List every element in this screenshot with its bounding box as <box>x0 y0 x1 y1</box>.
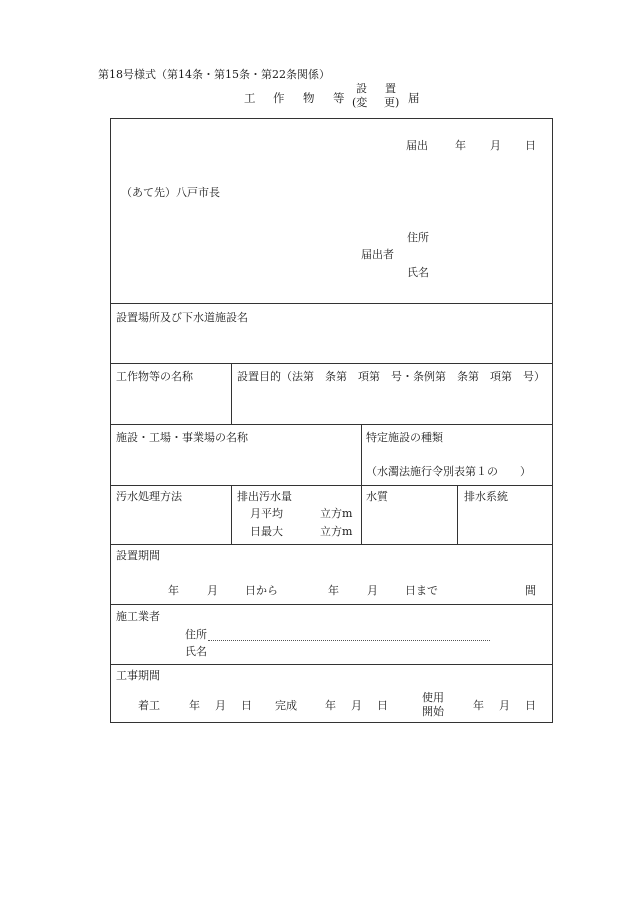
title-top-char: 置 <box>385 82 396 95</box>
col-divider <box>361 485 362 544</box>
row-divider <box>111 303 552 304</box>
contractor-name-label[interactable]: 氏名 <box>185 645 207 658</box>
title-top-char: 設 <box>356 82 367 95</box>
form-number: 第18号様式（第14条・第15条・第22条関係） <box>98 68 330 81</box>
water-quality-label[interactable]: 水質 <box>366 490 388 503</box>
daily-maximum-label: 日最大 <box>250 525 283 538</box>
structure-name-label[interactable]: 工作物等の名称 <box>116 370 193 383</box>
applicant-address-label[interactable]: 住所 <box>407 231 429 244</box>
monthly-average-unit[interactable]: 立方m <box>320 507 353 520</box>
row-divider <box>111 424 552 425</box>
use-start-label-1: 使用 <box>422 691 444 704</box>
start-day[interactable]: 日 <box>241 699 252 712</box>
monthly-average-label: 月平均 <box>250 507 283 520</box>
addressee: （あて先）八戸市長 <box>121 186 220 199</box>
title-bottom-char: 更) <box>384 96 400 109</box>
submission-label: 届出 <box>406 139 428 152</box>
facility-type-label[interactable]: 特定施設の種類 <box>366 431 443 444</box>
period-to-day[interactable]: 日まで <box>405 584 438 597</box>
applicant-name-label[interactable]: 氏名 <box>407 266 429 279</box>
period-to-year[interactable]: 年 <box>328 584 339 597</box>
col-divider <box>457 485 458 544</box>
discharge-volume-label: 排出汚水量 <box>237 490 292 503</box>
row-divider <box>111 664 552 665</box>
facility-name-label[interactable]: 施設・工場・事業場の名称 <box>116 431 248 444</box>
row-divider <box>111 544 552 545</box>
submission-month-field[interactable]: 月 <box>490 139 501 152</box>
facility-type-note: （水濁法施行令別表第１の ） <box>366 465 531 478</box>
period-to-month[interactable]: 月 <box>367 584 378 597</box>
row-divider <box>111 363 552 364</box>
col-divider <box>231 485 232 544</box>
period-from-day[interactable]: 日から <box>245 584 278 597</box>
submission-day-field[interactable]: 日 <box>525 139 536 152</box>
start-month[interactable]: 月 <box>215 699 226 712</box>
treatment-method-label[interactable]: 汚水処理方法 <box>116 490 182 503</box>
use-start-label-2: 開始 <box>422 705 444 718</box>
construction-label: 工事期間 <box>116 669 160 682</box>
col-divider <box>231 363 232 424</box>
submission-year-field[interactable]: 年 <box>455 139 466 152</box>
contractor-label: 施工業者 <box>116 610 160 623</box>
purpose-label[interactable]: 設置目的（法第 条第 項第 号・条例第 条第 項第 号） <box>237 370 545 383</box>
use-start-year[interactable]: 年 <box>473 699 484 712</box>
title-char: 物 <box>303 91 315 105</box>
use-start-month[interactable]: 月 <box>499 699 510 712</box>
title-char: 等 <box>333 91 345 105</box>
title-end-char: 届 <box>408 91 420 105</box>
drainage-system-label[interactable]: 排水系統 <box>464 490 508 503</box>
row-divider <box>111 485 552 486</box>
title-bottom-char: (変 <box>352 96 368 109</box>
contractor-address-field[interactable] <box>208 640 490 641</box>
daily-maximum-unit[interactable]: 立方m <box>320 525 353 538</box>
completion-month[interactable]: 月 <box>351 699 362 712</box>
completion-day[interactable]: 日 <box>377 699 388 712</box>
contractor-address-label: 住所 <box>185 628 207 641</box>
construction-start-label: 着工 <box>138 699 160 712</box>
use-start-day[interactable]: 日 <box>525 699 536 712</box>
title-char: 作 <box>273 91 285 105</box>
completion-year[interactable]: 年 <box>325 699 336 712</box>
period-duration[interactable]: 間 <box>525 584 536 597</box>
applicant-label: 届出者 <box>361 248 394 261</box>
period-label: 設置期間 <box>116 549 160 562</box>
col-divider <box>361 424 362 485</box>
row-divider <box>111 604 552 605</box>
location-label[interactable]: 設置場所及び下水道施設名 <box>116 311 248 324</box>
start-year[interactable]: 年 <box>189 699 200 712</box>
completion-label: 完成 <box>275 699 297 712</box>
period-from-year[interactable]: 年 <box>168 584 179 597</box>
form-table <box>110 118 553 723</box>
title-char: 工 <box>244 91 256 105</box>
period-from-month[interactable]: 月 <box>207 584 218 597</box>
